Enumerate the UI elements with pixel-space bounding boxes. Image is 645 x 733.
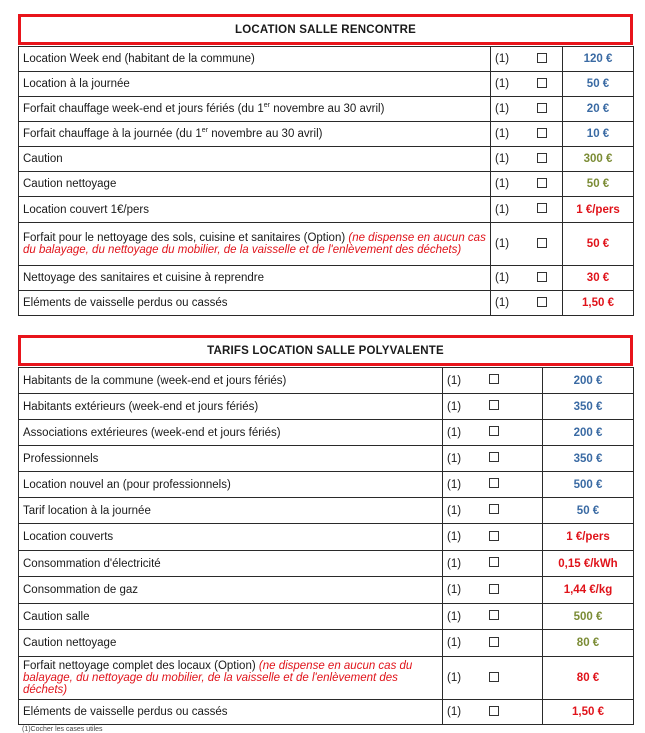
tarif-row [19,122,634,147]
select-checkbox[interactable] [489,478,499,488]
tarif-ref: (1) [443,577,543,604]
tarif-label: Caution [19,147,491,172]
tarif-ref: (1) [491,291,563,316]
tarif-row [19,368,634,394]
tarif-row [19,524,634,551]
select-checkbox[interactable] [537,128,547,138]
select-checkbox[interactable] [489,531,499,541]
select-checkbox[interactable] [537,272,547,282]
tarif-ref: (1) [443,604,543,630]
tarif-label: Tarif location à la journée [19,498,443,524]
tarif-label: Location Week end (habitant de la commune) [19,47,491,72]
tarif-row [19,47,634,72]
select-checkbox[interactable] [489,610,499,620]
tarif-row [19,394,634,420]
select-checkbox[interactable] [537,153,547,163]
tarif-label: Forfait nettoyage complet des locaux (Option) (ne dispense en aucun cas du balayage, du nettoyage du mobilier, de la vaisselle et de l'enlèvement des déchets) [19,657,443,700]
tarif-row [19,657,634,700]
tarif-row [19,577,634,604]
select-checkbox[interactable] [537,297,547,307]
select-checkbox[interactable] [537,203,547,213]
tarif-label: Habitants extérieurs (week-end et jours fériés) [19,394,443,420]
tarif-label: Professionnels [19,446,443,472]
select-checkbox[interactable] [489,706,499,716]
tarif-price: 30 € [563,266,634,291]
select-checkbox[interactable] [489,426,499,436]
tarif-price: 50 € [563,172,634,197]
select-checkbox[interactable] [537,78,547,88]
section1-title: LOCATION SALLE RENCONTRE [18,14,633,45]
tarif-ref: (1) [491,147,563,172]
tarif-label: Nettoyage des sanitaires et cuisine à reprendre [19,266,491,291]
tarif-price: 350 € [543,394,634,420]
tarif-ref: (1) [491,266,563,291]
tarif-label: Consommation d'électricité [19,551,443,577]
tarif-ref: (1) [443,700,543,725]
tarif-price: 1,50 € [563,291,634,316]
select-checkbox[interactable] [489,557,499,567]
tarif-row [19,291,634,316]
tarif-ref: (1) [491,223,563,266]
section2-title: TARIFS LOCATION SALLE POLYVALENTE [18,335,633,366]
tarif-price: 300 € [563,147,634,172]
tarif-note: (ne dispense en aucun cas du balayage, du nettoyage du mobilier, de la vaisselle et de l'enlèvement des déchets) [23,232,486,256]
select-checkbox[interactable] [489,400,499,410]
tarif-label: Location couverts [19,524,443,551]
footnote: (1)Cocher les cases utiles [22,726,103,733]
tarif-note: (ne dispense en aucun cas du balayage, du nettoyage du mobilier, de la vaisselle et de l'enlèvement des déchets) [23,660,413,696]
tarif-ref: (1) [491,197,563,223]
tarif-label: Habitants de la commune (week-end et jours fériés) [19,368,443,394]
select-checkbox[interactable] [489,584,499,594]
tarif-ref: (1) [443,420,543,446]
tarif-price: 120 € [563,47,634,72]
tarif-price: 500 € [543,472,634,498]
tarif-label: Associations extérieures (week-end et jours fériés) [19,420,443,446]
tarif-label: Forfait chauffage week-end et jours fériés (du 1er novembre au 30 avril) [19,97,491,122]
tarif-row [19,197,634,223]
select-checkbox[interactable] [489,452,499,462]
tarif-price: 1,50 € [543,700,634,725]
tarif-price: 500 € [543,604,634,630]
select-checkbox[interactable] [537,53,547,63]
tarif-price: 1 €/pers [543,524,634,551]
select-checkbox[interactable] [489,672,499,682]
select-checkbox[interactable] [537,103,547,113]
tarif-price: 20 € [563,97,634,122]
tarif-price: 350 € [543,446,634,472]
tarif-row [19,472,634,498]
tarif-row [19,551,634,577]
tarif-label: Consommation de gaz [19,577,443,604]
select-checkbox[interactable] [537,178,547,188]
tarif-ref: (1) [443,368,543,394]
tarif-label: Location couvert 1€/pers [19,197,491,223]
select-checkbox[interactable] [489,637,499,647]
tarif-label: Forfait pour le nettoyage des sols, cuisine et sanitaires (Option) (ne dispense en aucun cas du balayage, du nettoyage du mobilier, de la vaisselle et de l'enlèvement des déchets) [19,223,491,266]
tarif-ref: (1) [443,657,543,700]
tarif-row [19,498,634,524]
tarif-row [19,172,634,197]
tarif-label: Caution salle [19,604,443,630]
tarif-ref: (1) [443,394,543,420]
select-checkbox[interactable] [537,238,547,248]
tarif-label: Location à la journée [19,72,491,97]
tarif-price: 50 € [543,498,634,524]
tarif-label: Eléments de vaisselle perdus ou cassés [19,700,443,725]
select-checkbox[interactable] [489,504,499,514]
tarif-ref: (1) [491,172,563,197]
tarif-label: Caution nettoyage [19,172,491,197]
tarif-row [19,630,634,657]
tarif-ref: (1) [491,97,563,122]
tarif-ref: (1) [491,72,563,97]
tarif-price: 0,15 €/kWh [543,551,634,577]
tarif-label: Location nouvel an (pour professionnels) [19,472,443,498]
tarif-ref: (1) [443,630,543,657]
tarif-price: 50 € [563,72,634,97]
tarif-price: 80 € [543,657,634,700]
tarif-price: 1,44 €/kg [543,577,634,604]
rencontre-tarifs-table [18,46,634,316]
tarif-label: Forfait chauffage à la journée (du 1er novembre au 30 avril) [19,122,491,147]
tarif-row [19,446,634,472]
tarif-price: 1 €/pers [563,197,634,223]
tarif-label: Caution nettoyage [19,630,443,657]
tarif-row [19,97,634,122]
tarif-ref: (1) [443,551,543,577]
tarif-row [19,147,634,172]
tarif-ref: (1) [443,446,543,472]
tarif-price: 10 € [563,122,634,147]
tarif-row [19,223,634,266]
tarif-ref: (1) [491,47,563,72]
tarif-price: 50 € [563,223,634,266]
tarif-ref: (1) [443,472,543,498]
polyvalente-tarifs-table [18,367,634,725]
tarif-price: 80 € [543,630,634,657]
tarif-price: 200 € [543,420,634,446]
select-checkbox[interactable] [489,374,499,384]
tarif-row [19,420,634,446]
tarif-ref: (1) [443,524,543,551]
tarif-ref: (1) [443,498,543,524]
tarif-label: Eléments de vaisselle perdus ou cassés [19,291,491,316]
tarif-row [19,72,634,97]
tarif-price: 200 € [543,368,634,394]
tarif-row [19,266,634,291]
tarif-row [19,604,634,630]
tarif-ref: (1) [491,122,563,147]
tarif-row [19,700,634,725]
